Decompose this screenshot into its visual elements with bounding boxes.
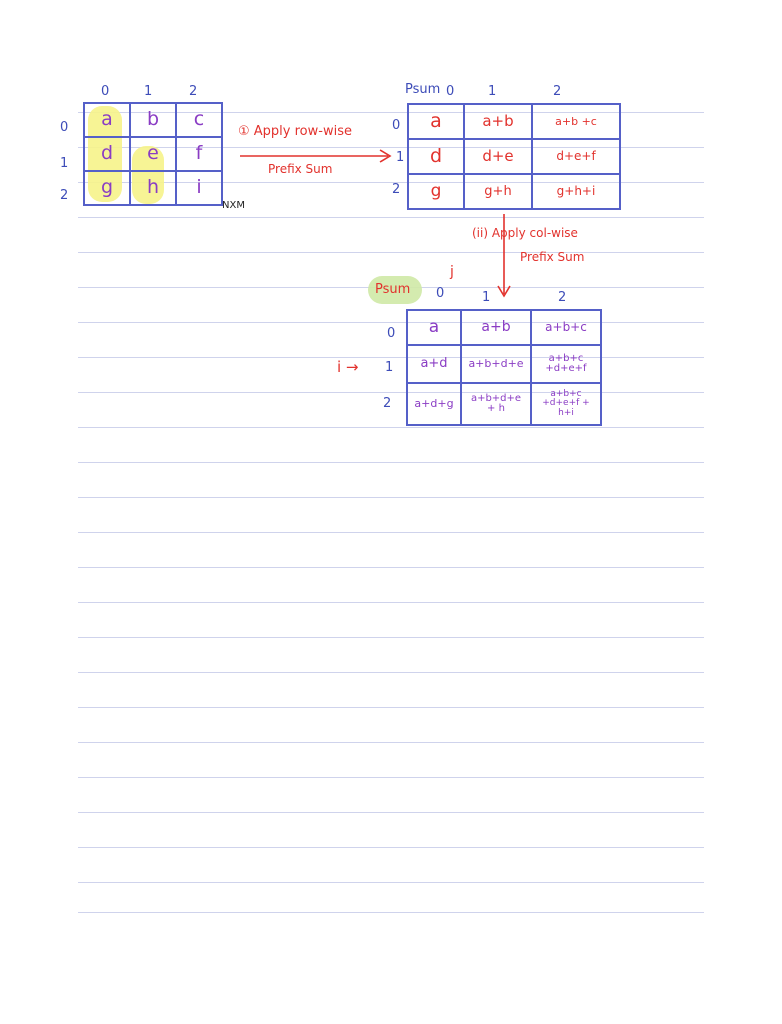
rp-row-index-2: 2 [392, 182, 401, 197]
step2-label2: Prefix Sum [520, 250, 585, 264]
f-cell-1-0: a+d [407, 345, 461, 383]
rp-row-index-0: 0 [392, 118, 401, 133]
original-grid [83, 102, 223, 206]
row-index-2: 2 [60, 188, 69, 203]
step1-arrow-icon [238, 148, 394, 164]
f-row-index-1: 1 [385, 360, 394, 375]
step1-label2: Prefix Sum [268, 162, 333, 176]
row-index-1: 1 [60, 156, 69, 171]
f-cell-1-1: a+b+d+e [461, 345, 531, 383]
f-cell-0-2: a+b+c [531, 310, 601, 345]
row-psum-title: Psum [405, 82, 441, 97]
rp-cell-2-1: g+h [464, 174, 532, 209]
f-cell-2-1: a+b+d+e + h [461, 383, 531, 425]
rp-cell-2-2: g+h+i [532, 174, 620, 209]
cell-c: c [176, 103, 222, 137]
rp-row-index-1: 1 [396, 150, 405, 165]
f-cell-2-0: a+d+g [407, 383, 461, 425]
row-psum-grid [407, 103, 621, 210]
row-index-0: 0 [60, 120, 69, 135]
cell-h: h [130, 171, 176, 205]
rp-cell-1-2: d+e+f [532, 139, 620, 174]
rp-col-index-0: 0 [446, 84, 455, 99]
rp-col-index-2: 2 [553, 84, 562, 99]
row-marker-i: i → [337, 358, 359, 376]
col-index-2: 2 [189, 84, 198, 99]
f-cell-0-0: a [407, 310, 461, 345]
rp-cell-0-0: a [408, 104, 464, 139]
rp-cell-0-2: a+b +c [532, 104, 620, 139]
f-col-index-2: 2 [558, 290, 567, 305]
cell-b: b [130, 103, 176, 137]
step1-label: ① Apply row-wise [238, 124, 352, 139]
cell-i: i [176, 171, 222, 205]
cell-e: e [130, 137, 176, 171]
size-label: NXM [222, 200, 245, 211]
rp-cell-2-0: g [408, 174, 464, 209]
f-cell-0-1: a+b [461, 310, 531, 345]
f-cell-2-2: a+b+c +d+e+f + h+i [531, 383, 601, 425]
f-row-index-2: 2 [383, 396, 392, 411]
col-index-1: 1 [144, 84, 153, 99]
cell-a: a [84, 103, 130, 137]
f-col-index-1: 1 [482, 290, 491, 305]
rp-col-index-1: 1 [488, 84, 497, 99]
step2-label: (ii) Apply col-wise [472, 226, 578, 240]
final-psum-title: Psum [375, 282, 411, 297]
f-row-index-0: 0 [387, 326, 396, 341]
final-psum-grid [406, 309, 602, 426]
col-index-0: 0 [101, 84, 110, 99]
cell-d: d [84, 137, 130, 171]
f-col-index-0: 0 [436, 286, 445, 301]
rp-cell-0-1: a+b [464, 104, 532, 139]
col-marker-j: j [450, 264, 454, 280]
rp-cell-1-0: d [408, 139, 464, 174]
f-cell-1-2: a+b+c +d+e+f [531, 345, 601, 383]
rp-cell-1-1: d+e [464, 139, 532, 174]
cell-f: f [176, 137, 222, 171]
cell-g: g [84, 171, 130, 205]
